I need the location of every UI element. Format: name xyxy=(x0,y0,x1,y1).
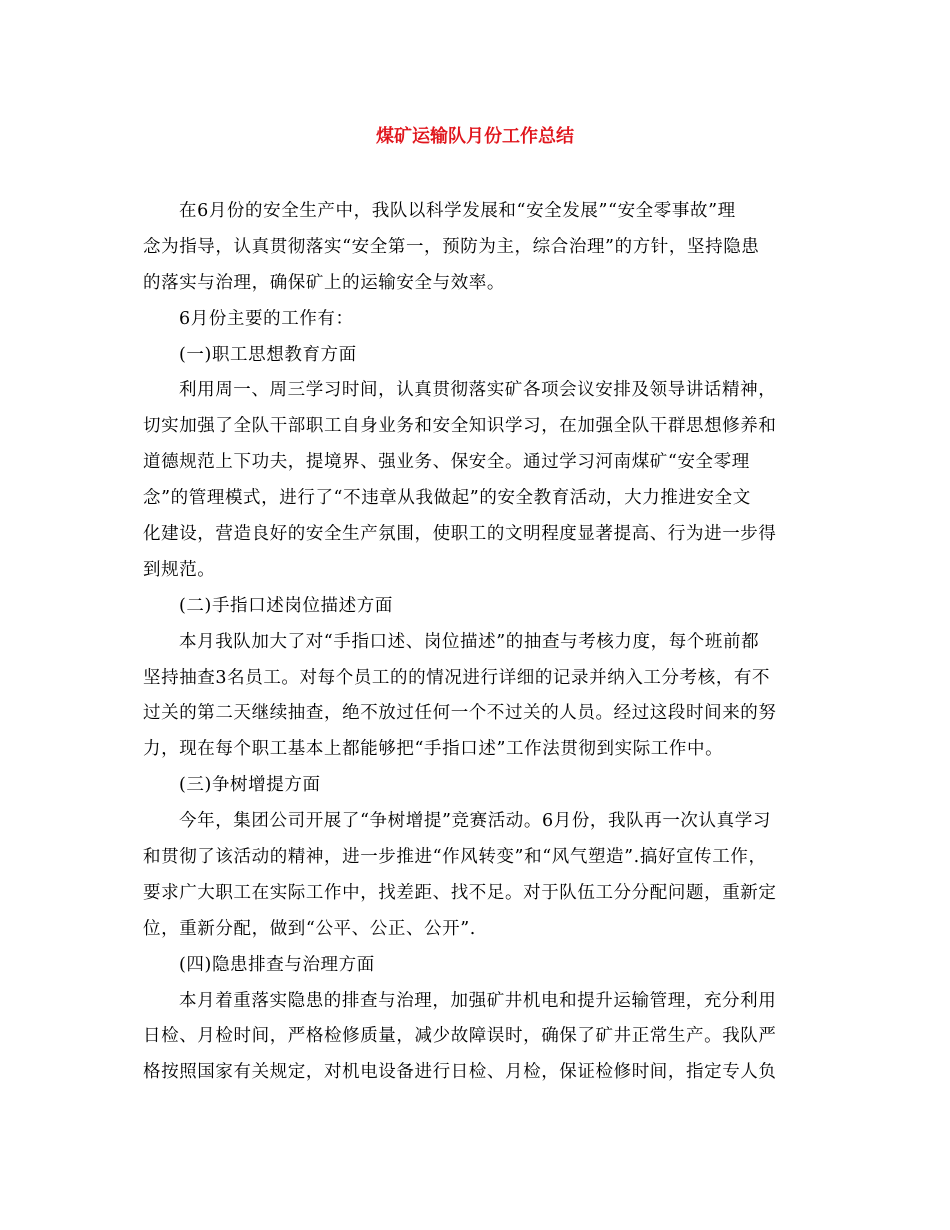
paragraph-line-start: 本月我队加大了对“手指口述、岗位描述”的抽查与考核力度，每个班前都 xyxy=(179,631,760,652)
paragraph-line-start: 利用周一、周三学习时间，认真贯彻落实矿各项会议安排及领导讲话精神， xyxy=(179,380,777,401)
paragraph-line: 的落实与治理，确保矿上的运输安全与效率。 xyxy=(143,272,505,293)
paragraph-line-start: (一)职工思想教育方面 xyxy=(179,344,357,365)
paragraph-line: 坚持抽查3名员工。对每个员工的的情况进行详细的记录并纳入工分考核，有不 xyxy=(143,667,771,688)
paragraph-line: 格按照国家有关规定，对机电设备进行日检、月检，保证检修时间，指定专人负 xyxy=(143,1062,777,1083)
paragraph-line: 念”的管理模式，进行了“不违章从我做起”的安全教育活动，大力推进安全文 xyxy=(143,488,751,509)
paragraph-line: 过关的第二天继续抽查，绝不放过任何一个不过关的人员。经过这段时间来的努 xyxy=(143,703,777,724)
paragraph-line: 道德规范上下功夫，提境界、强业务、保安全。通过学习河南煤矿“安全零理 xyxy=(143,452,750,473)
document-body xyxy=(143,194,805,1091)
paragraph-line: 到规范。 xyxy=(143,559,216,580)
paragraph-line: 位，重新分配，做到“公平、公正、公开”. xyxy=(143,918,476,939)
paragraph-line: 日检、月检时间，严格检修质量，减少故障误时，确保了矿井正常生产。我队严 xyxy=(143,1026,777,1047)
paragraph-line-start: 本月着重落实隐患的排查与治理，加强矿井机电和提升运输管理，充分利用 xyxy=(179,990,777,1011)
paragraph-line: 念为指导，认真贯彻落实“安全第一，预防为主，综合治理”的方针，坚持隐患 xyxy=(143,236,760,257)
paragraph-line-start: 在6月份的安全生产中，我队以科学发展和“安全发展”“安全零事故”理 xyxy=(179,201,736,221)
document-title: 煤矿运输队月份工作总结 xyxy=(376,126,574,147)
paragraph-line: 和贯彻了该活动的精神，进一步推进“作风转变”和“风气塑造”.搞好宣传工作， xyxy=(143,847,767,868)
paragraph-line: 化建设，营造良好的安全生产氛围，使职工的文明程度显著提高、行为进一步得 xyxy=(143,524,777,545)
paragraph-line-start: (二)手指口述岗位描述方面 xyxy=(179,595,393,616)
paragraph-line: 要求广大职工在实际工作中，找差距、找不足。对于队伍工分分配问题，重新定 xyxy=(143,882,777,903)
paragraph-line: 切实加强了全队干部职工自身业务和安全知识学习，在加强全队干群思想修养和 xyxy=(143,416,777,437)
paragraph-line-start: (四)隐患排查与治理方面 xyxy=(179,954,375,975)
paragraph-line-start: 6月份主要的工作有： xyxy=(179,308,354,329)
paragraph-line-start: (三)争树增提方面 xyxy=(179,775,321,796)
paragraph-line: 力，现在每个职工基本上都能够把“手指口述”工作法贯彻到实际工作中。 xyxy=(143,739,724,760)
paragraph-line-start: 今年，集团公司开展了“争树增提”竞赛活动。6月份，我队再一次认真学习 xyxy=(179,811,771,832)
